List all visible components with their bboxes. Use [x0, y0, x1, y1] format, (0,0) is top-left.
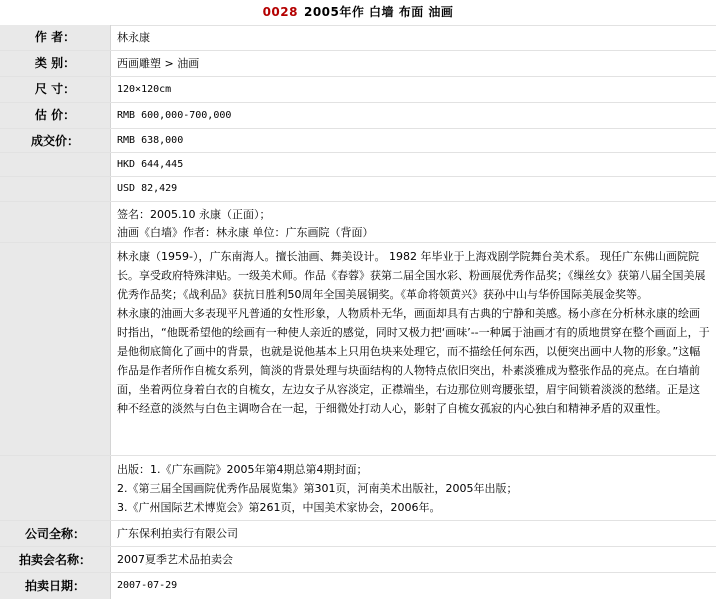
size-label: 尺 寸： [0, 77, 111, 102]
row-auction [0, 547, 716, 573]
category-label: 类 别： [0, 51, 111, 76]
price-label: 成交价： [0, 129, 111, 152]
bio-label [0, 243, 111, 455]
row-bio [0, 243, 716, 456]
auction-label: 拍卖会名称： [0, 547, 111, 572]
row-price-hkd [0, 153, 716, 177]
row-category [0, 51, 716, 77]
price-hkd: HKD 644,445 [117, 159, 184, 170]
bio-value [111, 243, 716, 455]
auction-value: 2007夏季艺术品拍卖会 [117, 553, 233, 566]
estimate-label: 估 价： [0, 103, 111, 128]
date-value: 2007-07-29 [117, 580, 178, 591]
row-price-usd [0, 177, 716, 202]
publication-value [111, 456, 716, 520]
row-estimate [0, 103, 716, 129]
publication-line-2: 2.《第三届全国画院优秀作品展览集》第301页，河南美术出版社，2005年出版； [117, 482, 518, 495]
price-usd-label [0, 177, 111, 201]
category-value: 西画雕塑 > 油画 [117, 57, 200, 70]
inscription-line-2: 油画《白墙》作者：林永康 单位：广东画院（背面） [117, 226, 374, 239]
row-company [0, 521, 716, 547]
lot-title-text: 2005年作 白墙 布面 油画 [303, 5, 454, 19]
date-label: 拍卖日期： [0, 573, 111, 599]
lot-detail-table [0, 25, 716, 599]
row-price-rmb [0, 129, 716, 153]
price-usd: USD 82,429 [117, 183, 178, 194]
lot-title [0, 0, 716, 26]
size-value: 120×120cm [117, 84, 172, 95]
row-size [0, 77, 716, 103]
estimate-value: RMB 600,000-700,000 [117, 110, 232, 121]
publication-line-3: 3.《广州国际艺术博览会》第261页，中国美术家协会，2006年。 [117, 501, 441, 514]
company-value: 广东保利拍卖行有限公司 [117, 527, 238, 540]
publication-line-1: 出版：1.《广东画院》2005年第4期总第4期封面； [117, 463, 368, 476]
row-date [0, 573, 716, 599]
author-value: 林永康 [117, 31, 150, 44]
lot-number: 0028 [262, 5, 298, 19]
inscription-label [0, 202, 111, 242]
row-inscription [0, 202, 716, 243]
bio-paragraph-1: 林永康（1959-），广东南海人。擅长油画、舞美设计。 1982 年毕业于上海戏剧学院舞台美术系。 现任广东佛山画院院长。享受政府特殊津贴。一级美术师。作品《春蓉》获第二届全国水彩、粉画展优秀作品奖；《缫丝女》获第八届全国美展优秀作品奖；《战利品》获抗日胜利50周年全国美展铜奖。《革命将领黄兴》获孙中山与华侨国际美展金奖等。 [117, 250, 706, 301]
bio-paragraph-2: 林永康的油画大多表现平凡普通的女性形象，人物质朴无华，画面却具有古典的宁静和美感。杨小彦在分析林永康的绘画时指出，“他既希望他的绘画有一种使人亲近的感觉，同时又极力把‘画味’--一种属于油画才有的质地贯穿在整个画面上，于是他彻底简化了画中的背景，也就是说他基本上只用色块来处理它，而不描绘任何东西，以便突出画中人物的形象。”这幅作品是作者所作自梳女系列，简淡的背景处理与块面结构的人物特点依旧突出，朴素淡雅成为整张作品的亮点。在白墙前面，坐着两位身着白衣的自梳女，左边女子从容淡定，正襟端坐，右边那位则弯腰张望，眉宇间锁着淡淡的愁绪。正是这种不经意的淡然与白色主调吻合在一起，于细微处打动人心，影射了自梳女孤寂的内心独白和精神矛盾的双重性。 [117, 307, 710, 415]
publication-label [0, 456, 111, 520]
price-hkd-label [0, 153, 111, 176]
inscription-value [111, 202, 716, 242]
price-rmb: RMB 638,000 [117, 135, 184, 146]
row-author [0, 25, 716, 51]
company-label: 公司全称： [0, 521, 111, 546]
row-publication [0, 456, 716, 521]
author-label: 作 者： [0, 25, 111, 50]
inscription-line-1: 签名：2005.10 永康（正面）； [117, 208, 271, 221]
